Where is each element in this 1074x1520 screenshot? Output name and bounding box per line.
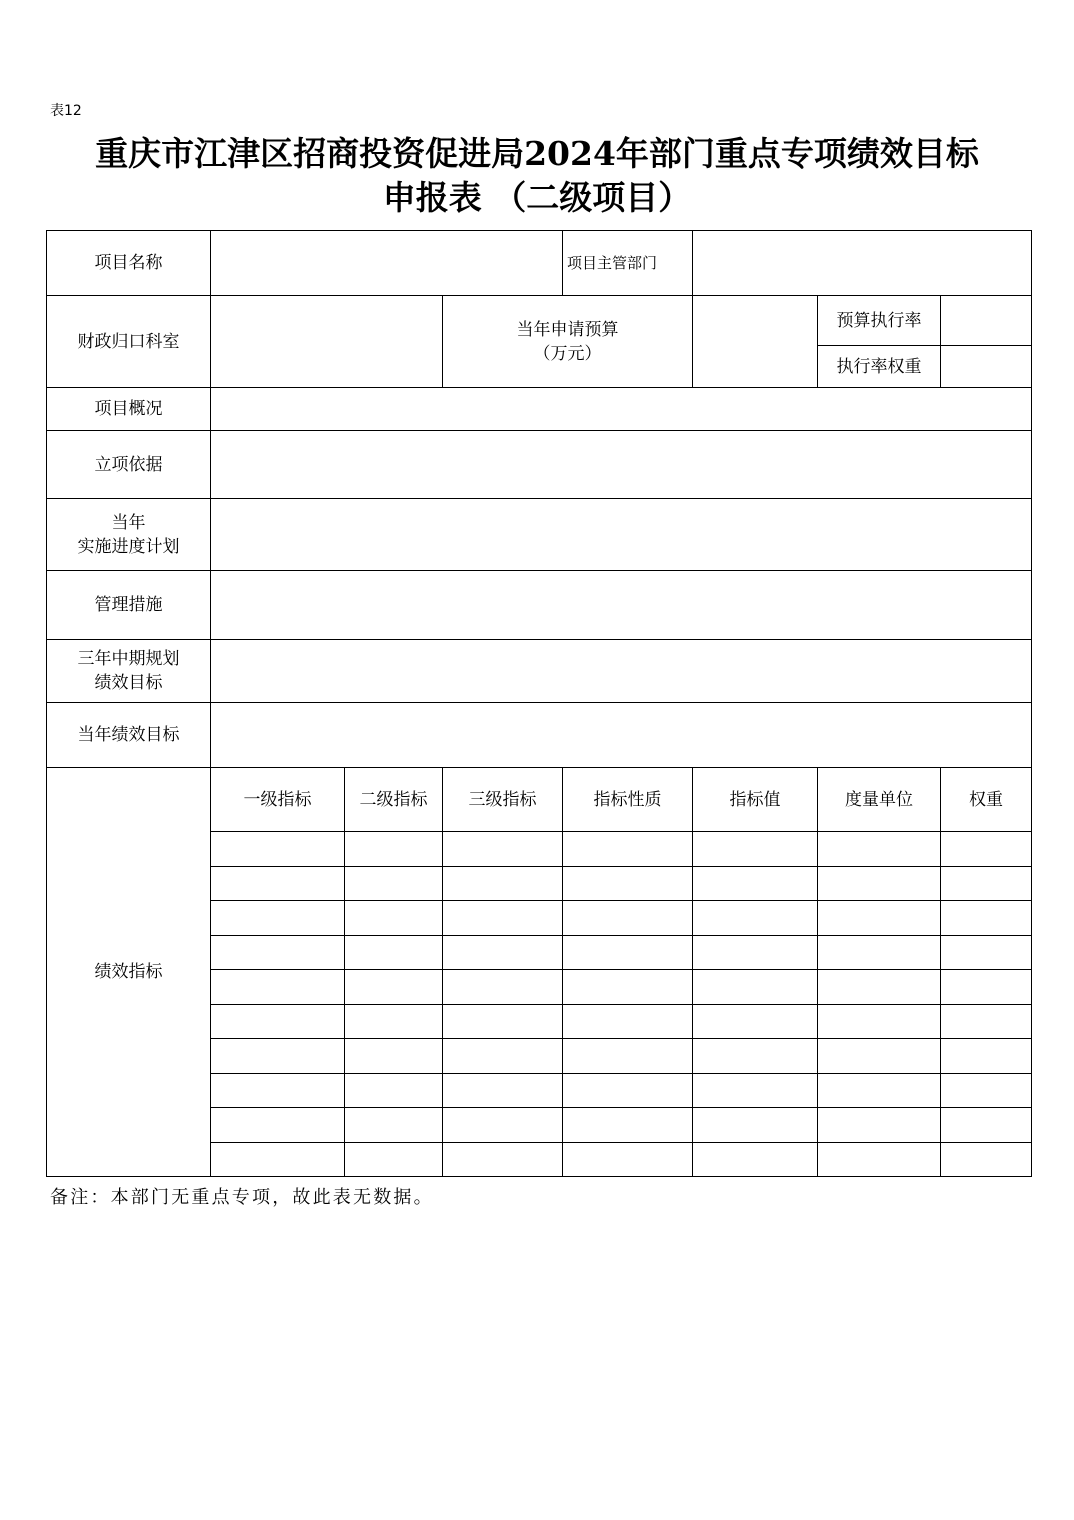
midterm-goal-label-line-2: 绩效目标 <box>94 673 163 693</box>
overview-label: 项目概况 <box>47 388 211 431</box>
indicator-cell <box>443 866 563 901</box>
indicator-cell <box>563 1142 693 1177</box>
indicator-header-level1: 一级指标 <box>211 768 345 832</box>
annual-goal-label: 当年绩效目标 <box>47 703 211 768</box>
indicator-header-nature: 指标性质 <box>563 768 693 832</box>
indicator-cell <box>818 866 941 901</box>
indicator-cell <box>941 935 1032 970</box>
basis-value <box>211 431 1032 499</box>
indicator-cell <box>345 832 443 867</box>
indicator-cell <box>818 970 941 1005</box>
project-name-label: 项目名称 <box>47 231 211 296</box>
budget-label-line-1: 当年申请预算 <box>516 319 619 340</box>
indicator-cell <box>941 901 1032 936</box>
indicator-cell <box>211 901 345 936</box>
exec-weight-label: 执行率权重 <box>818 346 941 388</box>
measures-value <box>211 571 1032 640</box>
indicator-cell <box>563 1039 693 1074</box>
indicator-cell <box>818 901 941 936</box>
indicators-label: 绩效指标 <box>47 768 211 1177</box>
indicator-cell <box>563 970 693 1005</box>
indicator-cell <box>345 1108 443 1143</box>
budget-label <box>443 296 693 388</box>
indicator-cell <box>443 1039 563 1074</box>
indicator-cell <box>211 1073 345 1108</box>
indicator-cell <box>345 1004 443 1039</box>
indicator-cell <box>693 1073 818 1108</box>
exec-weight-value <box>941 346 1032 388</box>
indicator-cell <box>818 1108 941 1143</box>
indicator-cell <box>818 832 941 867</box>
indicator-cell <box>693 970 818 1005</box>
footnote: 备注：本部门无重点专项，故此表无数据。 <box>50 1187 434 1208</box>
indicator-cell <box>818 935 941 970</box>
indicator-cell <box>693 1142 818 1177</box>
exec-rate-label: 预算执行率 <box>818 296 941 346</box>
basis-label: 立项依据 <box>47 431 211 499</box>
indicator-cell <box>443 832 563 867</box>
indicator-cell <box>818 1039 941 1074</box>
indicator-header-level3: 三级指标 <box>443 768 563 832</box>
indicator-cell <box>941 1039 1032 1074</box>
indicator-cell <box>563 1004 693 1039</box>
indicator-header-level2: 二级指标 <box>345 768 443 832</box>
indicator-cell <box>693 1004 818 1039</box>
plan-label-line-1: 当年 <box>111 512 146 533</box>
indicator-cell <box>693 866 818 901</box>
indicator-cell <box>211 1142 345 1177</box>
indicator-cell <box>211 832 345 867</box>
indicator-cell <box>211 935 345 970</box>
table-number-label: 表12 <box>50 103 82 119</box>
indicator-cell <box>563 935 693 970</box>
indicator-cell <box>941 866 1032 901</box>
exec-rate-value <box>941 296 1032 346</box>
budget-value <box>693 296 818 388</box>
indicator-cell <box>818 1142 941 1177</box>
plan-label-line-2: 实施进度计划 <box>77 536 180 557</box>
indicator-cell <box>345 1073 443 1108</box>
midterm-goal-label-line-1: 三年中期规划 <box>77 649 180 669</box>
indicator-cell <box>693 832 818 867</box>
indicator-cell <box>345 935 443 970</box>
dept-label: 项目主管部门 <box>563 231 693 296</box>
indicator-cell <box>443 935 563 970</box>
indicator-cell <box>345 1142 443 1177</box>
dept-value <box>693 231 1032 296</box>
indicator-cell <box>941 1108 1032 1143</box>
form-title-line-2: 申报表 （二级项目） <box>382 178 692 217</box>
finance-office-value <box>211 296 443 388</box>
indicator-cell <box>211 970 345 1005</box>
indicator-cell <box>345 901 443 936</box>
indicator-header-weight: 权重 <box>941 768 1032 832</box>
indicator-header-unit: 度量单位 <box>818 768 941 832</box>
indicator-cell <box>693 1108 818 1143</box>
indicator-cell <box>443 1073 563 1108</box>
indicator-cell <box>941 832 1032 867</box>
performance-target-form <box>46 230 1032 1177</box>
project-name-value <box>211 231 563 296</box>
indicator-cell <box>345 1039 443 1074</box>
plan-value <box>211 499 1032 571</box>
indicator-cell <box>941 1073 1032 1108</box>
indicator-cell <box>443 1004 563 1039</box>
indicator-cell <box>563 901 693 936</box>
indicator-cell <box>818 1004 941 1039</box>
indicator-cell <box>345 866 443 901</box>
indicator-cell <box>345 970 443 1005</box>
finance-office-label: 财政归口科室 <box>47 296 211 388</box>
indicator-cell <box>941 970 1032 1005</box>
indicator-cell <box>211 1004 345 1039</box>
form-title-line-1: 重庆市江津区招商投资促进局2024年部门重点专项绩效目标 <box>95 134 979 173</box>
indicator-cell <box>693 935 818 970</box>
indicator-cell <box>443 1142 563 1177</box>
indicator-cell <box>818 1073 941 1108</box>
plan-label <box>47 499 211 571</box>
indicator-cell <box>211 1108 345 1143</box>
indicator-cell <box>211 1039 345 1074</box>
indicator-cell <box>563 832 693 867</box>
indicator-cell <box>693 1039 818 1074</box>
indicator-cell <box>941 1004 1032 1039</box>
midterm-goal-value <box>211 640 1032 703</box>
midterm-goal-label <box>47 640 211 703</box>
indicator-header-value: 指标值 <box>693 768 818 832</box>
indicator-cell <box>693 901 818 936</box>
indicator-cell <box>941 1142 1032 1177</box>
indicator-cell <box>443 970 563 1005</box>
overview-value <box>211 388 1032 431</box>
indicator-cell <box>563 1108 693 1143</box>
indicator-cell <box>563 1073 693 1108</box>
indicator-cell <box>211 866 345 901</box>
indicator-cell <box>563 866 693 901</box>
budget-label-line-2: （万元） <box>533 343 602 364</box>
measures-label: 管理措施 <box>47 571 211 640</box>
indicator-cell <box>443 901 563 936</box>
indicator-cell <box>443 1108 563 1143</box>
annual-goal-value <box>211 703 1032 768</box>
